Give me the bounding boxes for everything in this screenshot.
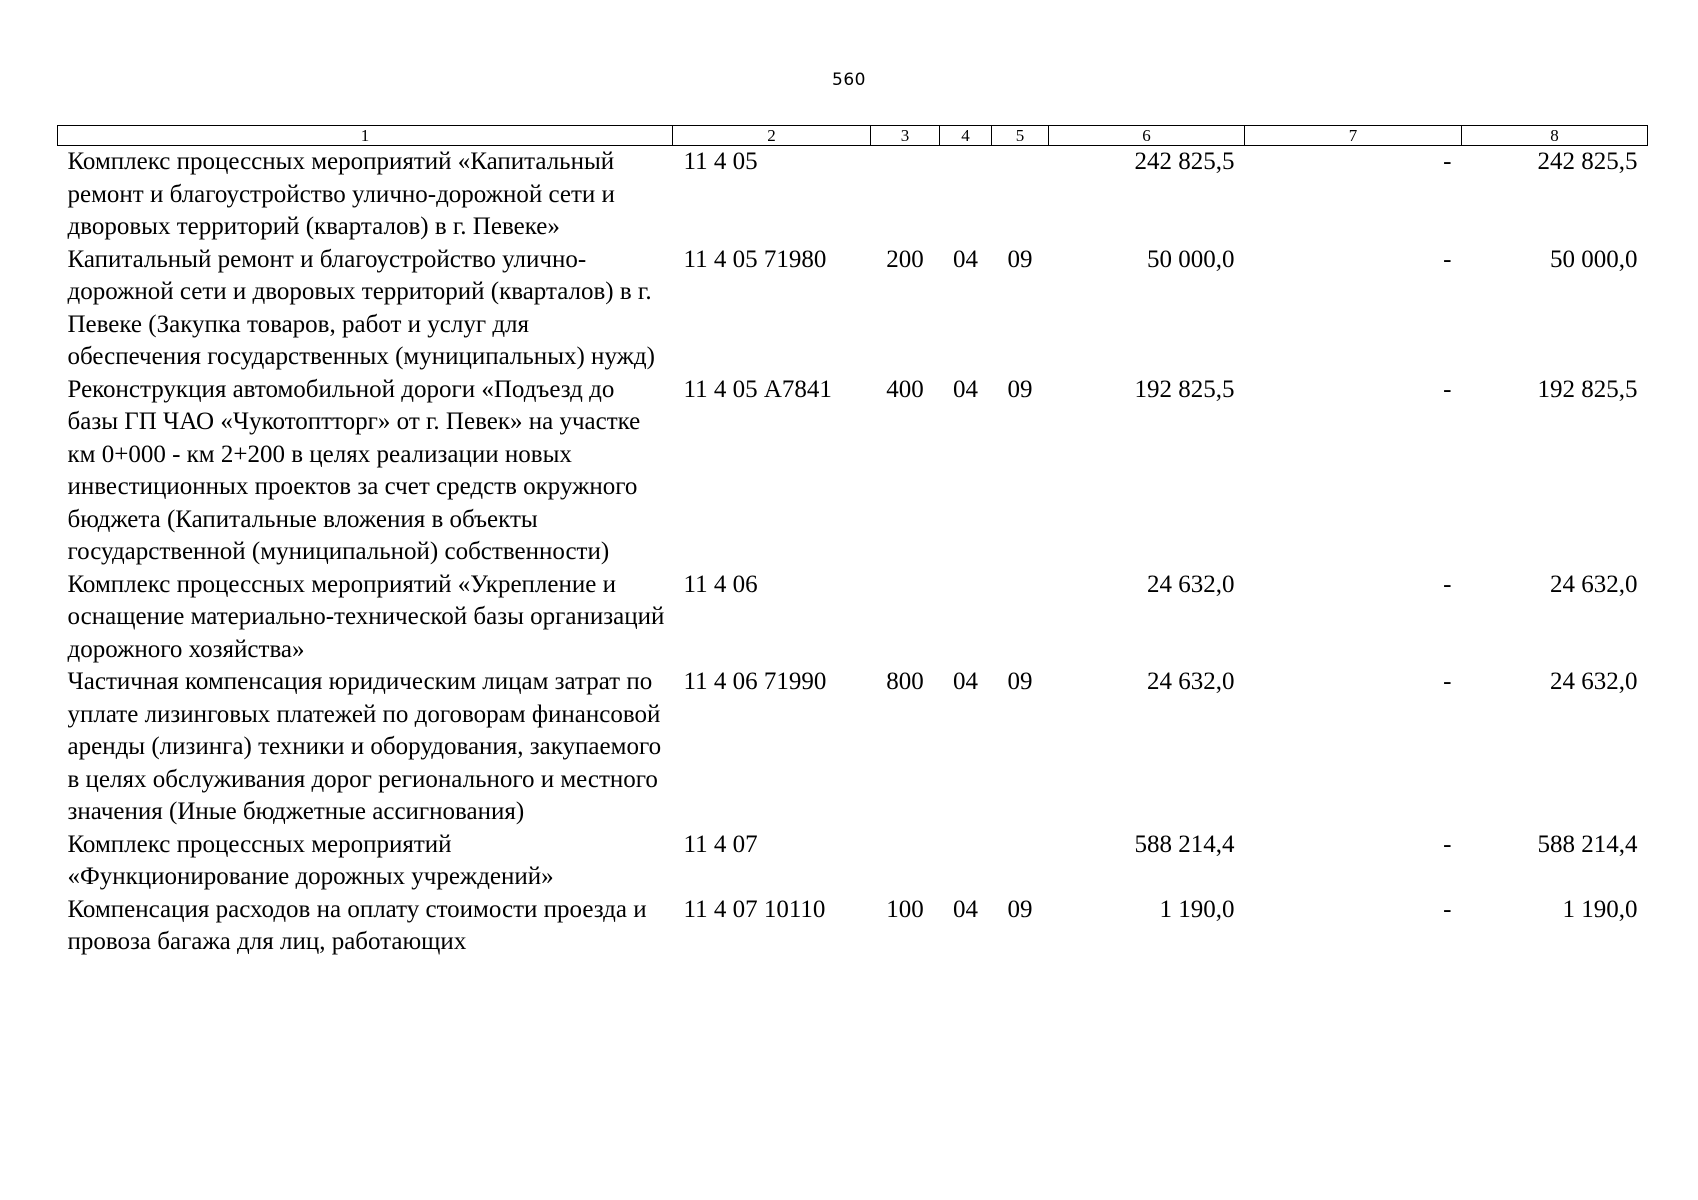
- row-sum-3: 24 632,0: [1550, 668, 1638, 695]
- row-sum-2: -: [1443, 570, 1452, 598]
- row-pr: [992, 569, 1049, 667]
- row-vr: [871, 829, 940, 894]
- row-sum-2: -: [1443, 895, 1452, 923]
- row-rz: [940, 829, 992, 894]
- row-name: Комплекс процессных мероприятий «Функционирование дорожных учреждений»: [67, 830, 554, 890]
- row-rz: 04: [953, 245, 978, 273]
- row-code: 11 4 06: [683, 570, 758, 598]
- row-sum-1: 24 632,0: [1147, 570, 1235, 598]
- table-row: [58, 666, 1648, 829]
- row-code: 11 4 05: [683, 148, 758, 175]
- row-name: Частичная компенсация юридическим лицам затрат по уплате лизинговых платежей по договорам финансовой аренды (лизинга) техники и оборудования, закупаемого в целях обслуживания дорог регионального и местного значения (Иные бюджетные ассигнования): [67, 668, 662, 825]
- row-pr: [992, 146, 1049, 244]
- row-sum-1: 1 190,0: [1159, 895, 1235, 923]
- row-pr: 09: [1007, 668, 1033, 695]
- table-row: [58, 569, 1648, 667]
- header-cell: 7: [1245, 126, 1462, 146]
- row-name: Компенсация расходов на оплату стоимости проезда и провоза багажа для лиц, работающих: [67, 895, 647, 955]
- row-name: Реконструкция автомобильной дороги «Подъезд до базы ГП ЧАО «Чукотоптторг» от г. Певек» на участке км 0+000 - км 2+200 в целях реализации новых инвестиционных проектов за счет средств окружного бюджета (Капитальные вложения в объекты государственной (муниципальной) собственности): [67, 375, 641, 565]
- header-cell: 8: [1462, 126, 1648, 146]
- page-number: 560: [832, 70, 866, 90]
- row-pr: 09: [1007, 895, 1033, 923]
- row-vr: 400: [886, 375, 924, 403]
- row-name: Капитальный ремонт и благоустройство улично-дорожной сети и дворовых территорий (кварталов) в г. Певеке (Закупка товаров, работ и услуг для обеспечения государственных (муниципальных) нужд): [67, 245, 655, 370]
- row-vr: [871, 146, 940, 244]
- row-rz: 04: [953, 668, 978, 695]
- header-cell: 4: [940, 126, 992, 146]
- row-name: Комплекс процессных мероприятий «Капитальный ремонт и благоустройство улично-дорожной сети и дворовых территорий (кварталов) в г. Певеке»: [67, 148, 615, 240]
- row-sum-1: 50 000,0: [1147, 245, 1235, 273]
- table-row: [58, 894, 1648, 959]
- row-code: 11 4 07: [683, 830, 758, 858]
- row-code: 11 4 06 71990: [683, 668, 827, 695]
- row-sum-2: -: [1443, 668, 1452, 695]
- row-sum-2: -: [1443, 830, 1452, 858]
- row-sum-1: 192 825,5: [1134, 375, 1235, 403]
- row-sum-3: 242 825,5: [1537, 148, 1638, 175]
- row-sum-2: -: [1443, 375, 1452, 403]
- row-sum-1: 588 214,4: [1134, 830, 1235, 858]
- row-sum-1: 242 825,5: [1134, 148, 1235, 175]
- row-vr: 800: [886, 668, 924, 695]
- row-rz: [940, 569, 992, 667]
- table-row: [58, 374, 1648, 569]
- row-rz: 04: [953, 895, 978, 923]
- row-sum-3: 50 000,0: [1550, 245, 1638, 273]
- row-sum-3: 192 825,5: [1537, 375, 1638, 403]
- row-sum-3: 588 214,4: [1537, 830, 1638, 858]
- row-code: 11 4 05 А7841: [683, 375, 832, 403]
- header-row: [58, 126, 1648, 146]
- table-row: [58, 244, 1648, 374]
- row-pr: [992, 829, 1049, 894]
- row-code: 11 4 07 10110: [683, 895, 826, 923]
- row-sum-3: 24 632,0: [1550, 570, 1638, 598]
- budget-table: [57, 125, 1648, 959]
- row-pr: 09: [1007, 375, 1033, 403]
- header-cell: 3: [871, 126, 940, 146]
- header-cell: 1: [58, 126, 673, 146]
- row-sum-2: -: [1443, 148, 1452, 175]
- row-vr: 200: [886, 245, 924, 273]
- row-code: 11 4 05 71980: [683, 245, 827, 273]
- row-sum-2: -: [1443, 245, 1452, 273]
- header-cell: 2: [673, 126, 871, 146]
- row-sum-3: 1 190,0: [1562, 895, 1638, 923]
- table-row: [58, 146, 1648, 244]
- row-sum-1: 24 632,0: [1147, 668, 1235, 695]
- row-pr: 09: [1007, 245, 1033, 273]
- header-cell: 5: [992, 126, 1049, 146]
- row-rz: [940, 146, 992, 244]
- header-cell: 6: [1049, 126, 1245, 146]
- row-vr: [871, 569, 940, 667]
- row-vr: 100: [886, 895, 924, 923]
- row-name: Комплекс процессных мероприятий «Укрепление и оснащение материально-технической базы организаций дорожного хозяйства»: [67, 570, 665, 663]
- row-rz: 04: [953, 375, 978, 403]
- table-row: [58, 829, 1648, 894]
